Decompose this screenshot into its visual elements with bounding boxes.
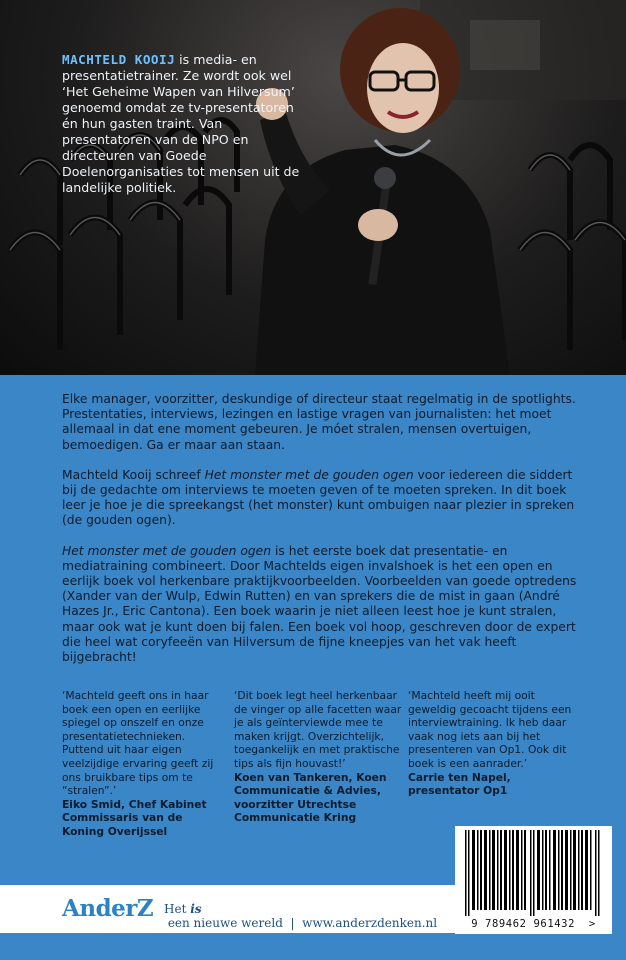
- quote-3-text: ‘Machteld heeft mij ooit geweldig gecoacht tijdens een interviewtraining. Ik heb daar vaak nog iets aan bij het presenteren van Op1. Ook dit boek is een aanrader.’: [408, 689, 572, 770]
- barcode-bars: [463, 830, 604, 916]
- publisher-logo: AnderZ: [62, 895, 154, 922]
- quote-3-author: Carrie ten Napel, presentator Op1: [408, 770, 511, 798]
- quote-2-author: Koen van Tankeren, Koen Communicatie & Advies, voorzitter Utrechtse Communicatie Kring: [234, 770, 387, 825]
- quote-1-text: ‘Machteld geeft ons in haar boek een open en eerlijke spiegel op onszelf en onze presentatietechnieken. Puttend uit haar eigen veelzijdige ervaring geeft zij ons bruikbare tips om te “stralen”.’: [62, 689, 214, 798]
- quote-1-author: Eiko Smid, Chef Kabinet Commissaris van de Koning Overijssel: [62, 797, 207, 838]
- p3-text-b: is het eerste boek dat presentatie- en mediatraining combineert. Door Machtelds eigen invalshoek is het een open en eerlijk boek vol herkenbare praktijkvoorbeelden. Voorbeelden van goede optredens (Xander van der Wulp, Edwin Rutten) en van sprekers die de mist in gaan (André Hazes Jr., Eric Cantona). Een boek waarin je niet alleen leest hoe je kunt stralen, maar ook wat je kunt doen bij falen. Een boek vol hoop, geschreven door de expert die heel wat coryfeeën van Hilversum de fijne kneepjes van het vak heeft bijgebracht!: [62, 543, 577, 665]
- tagline-b: een nieuwe wereld | www.anderzdenken.nl: [164, 916, 438, 930]
- tagline-a: Het: [164, 902, 191, 916]
- review-quotes: [62, 689, 592, 838]
- p2-text-a: Machteld Kooij schreef: [62, 467, 205, 482]
- quote-2: [234, 689, 402, 825]
- description-paragraph-1: Elke manager, voorzitter, deskundige of directeur staat regelmatig in de spotlights. Prestentaties, interviews, lezingen en lastige vragen van journalisten: het moet allemaal in dat ene moment gebeuren. Je móet stralen, mensen overtuigen, bemoedigen. Ga er maar aan staan.: [62, 392, 576, 452]
- publisher-tagline: [164, 902, 455, 930]
- description-paragraph-3: [62, 544, 582, 666]
- description-paragraph-2: [62, 468, 582, 529]
- author-bio-text: is media- en presentatietrainer. Ze wordt ook wel ‘Het Geheime Wapen van Hilversum’ genoemd omdat ze tv-presentatoren én hun gasten traint. Van presentatoren van de NPO en directeuren van Goede Doelenorganisaties tot mensen uit de landelijke politiek.: [62, 52, 300, 195]
- author-name: MACHTELD KOOIJ: [62, 52, 176, 67]
- p2-text-b: voor iedereen die siddert bij de gedachte om interviews te moeten geven of te moeten spreken. In dit boek leer je hoe je die spreekangst (het monster) kunt ombuigen naar plezier in spreken (de gouden ogen).: [62, 467, 575, 528]
- p2-book-title: Het monster met de gouden ogen: [204, 467, 414, 482]
- tagline-is: is: [190, 902, 202, 916]
- isbn-number: 9 789462 961432 >: [471, 918, 596, 930]
- quote-3: [408, 689, 584, 798]
- isbn-barcode: [455, 826, 612, 934]
- quote-2-text: ‘Dit boek legt heel herkenbaar de vinger op alle facetten waar je als geïnterviewde mee te maken krijgt. Overzichtelijk, toegankelijk en met praktische tips als fijn houvast!’: [234, 689, 402, 770]
- book-description: [62, 392, 582, 680]
- p3-book-title: Het monster met de gouden ogen: [62, 543, 272, 558]
- author-bio: [62, 52, 312, 196]
- author-photo: [0, 0, 626, 375]
- publisher-footer: [0, 885, 455, 933]
- quote-1: [62, 689, 222, 839]
